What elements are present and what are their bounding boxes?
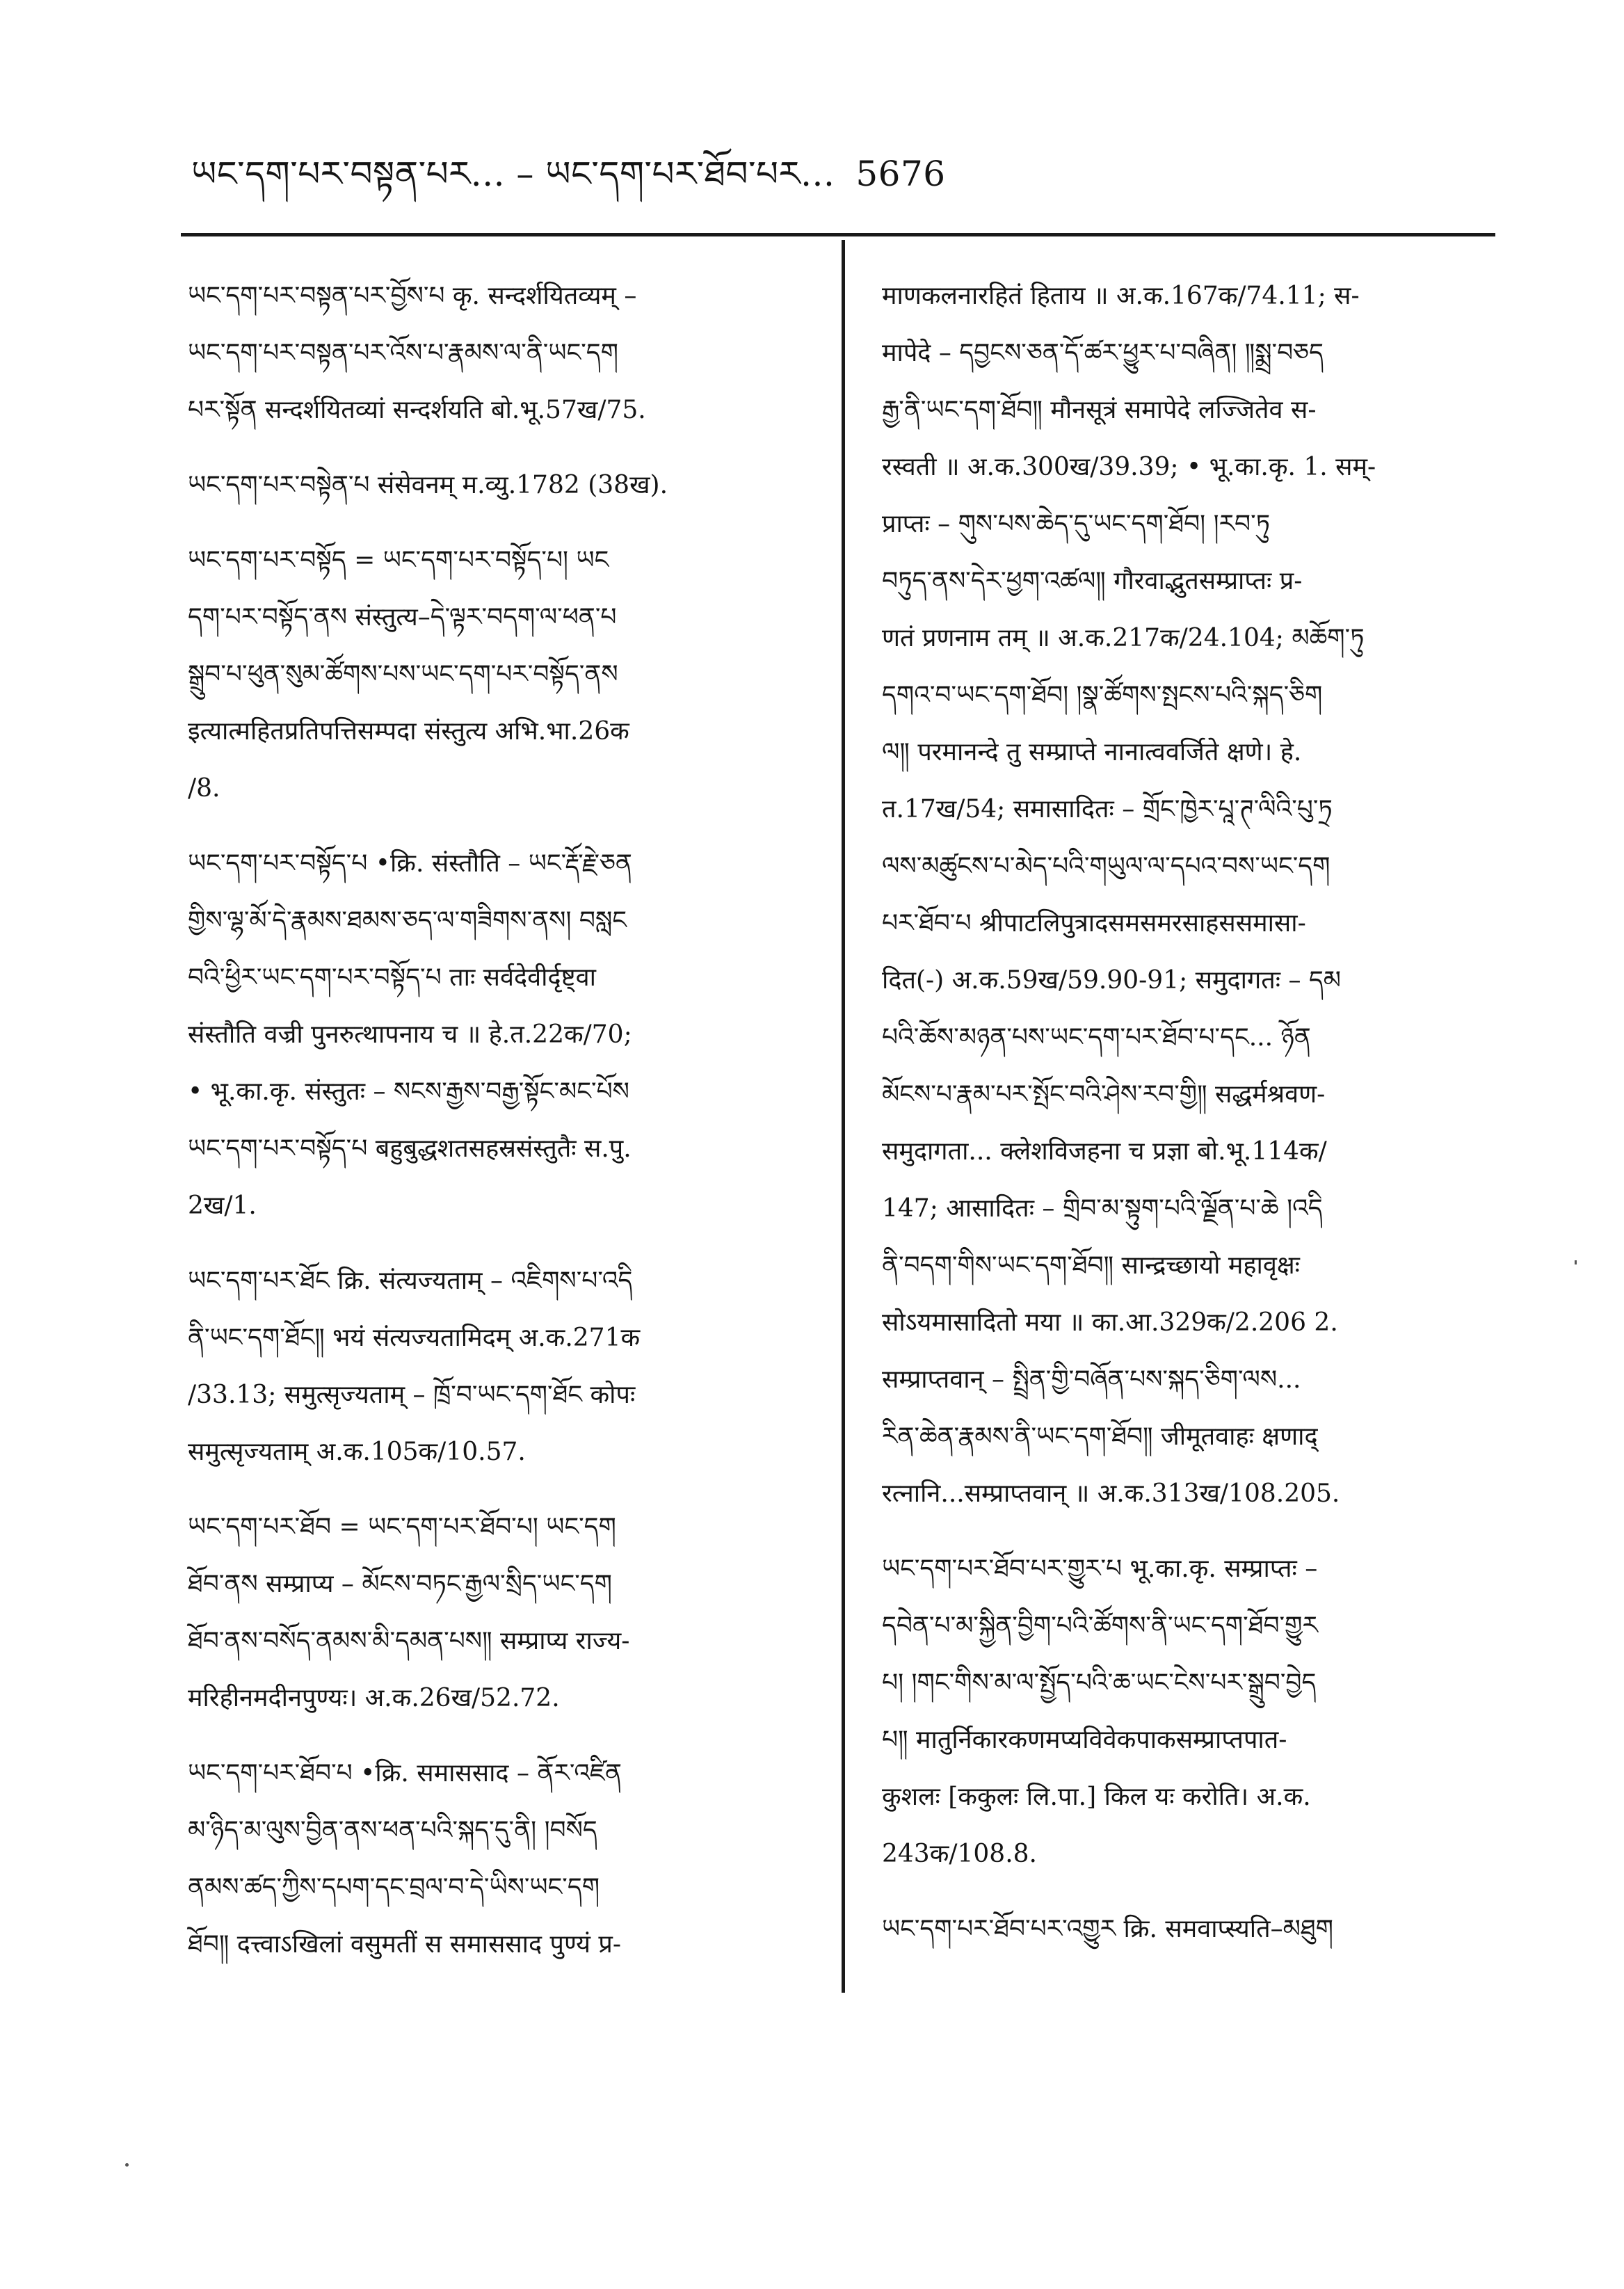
entry-line: सोऽयमासादितो मया ॥ का.आ.329क/2.206 2. [882,1308,1338,1337]
entry-line: པ། །གང་གིས་མ་ལ་སྤྱོད་པའི་ཆ་ཡང་ངེས་པར་སྒྲུབ་བྱེད [882,1669,1317,1697]
header-rule [181,233,1495,236]
entry-line: ཡང་དག་པར་ཐོབ = ཡང་དག་པར་ཐོབ་པ། ཡང་དག [188,1513,616,1541]
entry-line: णतं प्रणनाम तम् ॥ अ.क.217क/24.104; མཆོག་ཏུ [882,624,1365,652]
dictionary-entry [882,1541,1497,1883]
entry-line: སྒྲུབ་པ་ཕུན་སུམ་ཚོགས་པས་ཡང་དག་པར་བསྟོད་ནས [188,660,618,689]
left-column [188,268,821,1991]
entry-line: ཡང་དག་པར་བསྟོད་པ बहुबुद्धशतसहस्रसंस्तुतैः स.पु. [188,1134,632,1163]
entry-line: བཏུད་ནས་དེར་ཕྱག་འཚལ༎ गौरवाद्भुतसम्प्राप्तः प्र- [882,567,1303,595]
entry-line: ནི་བདག་གིས་ཡང་དག་ཐོབ༎ सान्द्रच्छायो महावृक्षः [882,1251,1300,1280]
entry-line: མོངས་པ་རྣམ་པར་སྤོང་བའི་ཤེས་རབ་གྱི༎ सद्धर्मश्रवण- [882,1080,1326,1109]
entry-line: པའི་ཆོས་མཉན་པས་ཡང་དག་པར་ཐོབ་པ་དང... ཉོན [882,1023,1311,1052]
entry-line: ཡང་དག་པར་ཐོབ་པ •क्रि. समाससाद – ནོར་འཛིན [188,1759,622,1788]
entry-line: ཡང་དག་པར་བསྟན་པར་བྱོས་པ कृ. सन्दर्शयितव्यम् – [188,282,637,310]
right-column [882,268,1497,1976]
entry-line: ཡང་དག་པར་ཐོང क्रि. संत्यज्यताम् – འཇིགས་པ་འདི [188,1267,633,1295]
entry-line: པ༎ मातुर्निकारकणमप्यविवेकपाकसम्प्राप्तपात- [882,1726,1287,1754]
entry-line: /8. [188,774,220,803]
entry-line: रस्वती ॥ अ.क.300ख/39.39; • भू.का.कृ. 1. सम्- [882,453,1376,481]
entry-line: त.17ख/54; समासादितः – གྲོང་ཁྱེར་པཱ་ཊ་ལིའི་པུ་ཏྲ [882,795,1333,824]
column-divider [842,240,845,1993]
dictionary-entry [188,532,821,817]
dictionary-entry [188,1745,821,1973]
page-number: 5676 [855,154,946,194]
entry-line: मापेदे – དབྱངས་ཅན་དོ་ཚར་ཕྱུར་པ་བཞིན། ༎སྨྲ་བཅད [882,339,1324,367]
entry-line: ཡང་དག་པར་ཐོབ་པར་འགྱུར क्रि. समवाप्स्यति–མཐུག [882,1915,1333,1943]
entry-line: མ་ཉིད་མ་ལུས་བྱིན་ནས་ཕན་པའི་སྐད་དུ་ནི། །བསོད [188,1816,597,1845]
entry-line: 2ख/1. [188,1191,257,1220]
entry-line: ཡང་དག་པར་བསྟན་པར་འོས་པ་རྣམས་ལ་ནི་ཡང་དག [188,339,618,367]
dictionary-entry [188,1499,821,1727]
dictionary-entry [882,1901,1497,1958]
dictionary-entry [188,835,821,1235]
entry-line: मरिहीनमदीनपुण्यः। अ.क.26ख/52.72. [188,1684,560,1712]
running-title: ཡང་དག་པར་བསྟན་པར... – ཡང་དག་པར་ཐོབ་པར... [191,154,835,194]
scan-speck-bottom [125,2163,129,2167]
entry-line: དབེན་པ་མ་སྐྱིན་བྱིག་པའི་ཚོགས་ནི་ཡང་དག་ཐོབ་གྱུར [882,1612,1318,1640]
entry-line: གྱིས་ལྷ་མོ་དེ་རྣམས་ཐམས་ཅད་ལ་གཟིགས་ནས། བསླང [188,906,627,935]
entry-line: རིན་ཆེན་རྣམས་ནི་ཡང་དག་ཐོབ༎ जीमूतवाहः क्षणाद् [882,1422,1318,1451]
entry-line: དགའ་བ་ཡང་དག་ཐོབ། །སྣ་ཚོགས་སྤངས་པའི་སྐད་ཅིག [882,681,1323,709]
entry-line: • भू.का.कृ. संस्तुतः – སངས་རྒྱས་བརྒྱ་སྟོང་མང་པོས [188,1077,629,1106]
entry-line: समुदागता... क्लेशविजहना च प्रज्ञा बो.भू.114क/ [882,1137,1327,1166]
entry-line: रत्नानि...सम्प्राप्तवान् ॥ अ.क.313ख/108.205. [882,1479,1340,1508]
entry-line: ཡང་དག་པར་ཐོབ་པར་གྱུར་པ भू.का.कृ. सम्प्राप्तः – [882,1555,1318,1583]
entry-line: ཐོབ་ནས सम्प्राप्य – མོངས་བཏང་རྒྱལ་སྲིད་ཡང་དག [188,1570,612,1598]
entry-line: པར་ཐོབ་པ श्रीपाटलिपुत्रादसमसमरसाहससमासा- [882,909,1306,938]
entry-line: ནམས་ཚད་ཀྱིས་དཔག་དང་བྲལ་བ་དེ་ཡིས་ཡང་དག [188,1873,600,1902]
entry-line: माणकलनारहितं हिताय ॥ अ.क.167क/74.11; स- [882,282,1360,310]
entry-line: ཡང་དག་པར་བསྟོད་པ •क्रि. संस्तौति – ཡང་རྡོ་རྗེ་ཅན [188,849,632,878]
page-header [191,136,946,233]
entry-line: རྒྱ་ནི་ཡང་དག་ཐོབ༎ मौनसूत्रं समापेदे लज्जितेव स- [882,396,1317,424]
dictionary-entry [188,268,821,439]
entry-line: प्राप्तः – གུས་པས་ཆེད་དུ་ཡང་དག་ཐོབ། །རབ་ཏུ [882,510,1271,538]
entry-line: ཡང་དག་པར་བསྟོད = ཡང་དག་པར་བསྟོད་པ། ཡང [188,546,609,575]
entry-line: 243क/108.8. [882,1840,1037,1868]
entry-line: ཐོབ༎ दत्त्वाऽखिलां वसुमतीं स समाससाद पुण्यं प्र- [188,1930,622,1959]
entry-line: བའི་ཕྱིར་ཡང་དག་པར་བསྟོད་པ ताः सर्वदेवीर्दृष्ट्वा [188,963,596,992]
dictionary-entry [188,457,821,514]
entry-line: दित(-) अ.क.59ख/59.90-91; समुदागतः – དམ [882,966,1342,995]
entry-line: कुशलः [ककुलः लि.पा.] किल यः करोति। अ.क. [882,1783,1311,1811]
entry-line: ཐོབ་ནས་བསོད་ནམས་མི་དམན་པས༎ सम्प्राप्य राज्य- [188,1627,630,1655]
entry-line: དག་པར་བསྟོད་ནས संस्तुत्य–དེ་ལྟར་བདག་ལ་ཕན་པ [188,603,617,632]
entry-line: ནི་ཡང་དག་ཐོང༎ भयं संत्यज्यतामिदम् अ.क.271क [188,1324,641,1352]
dictionary-entry [882,268,1497,1523]
entry-line: ཡང་དག་པར་བསྟེན་པ संसेवनम् म.व्यु.1782 (38ख). [188,471,668,499]
entry-line: པར་སྟོན सन्दर्शयितव्यां सन्दर्शयति बो.भू.57ख/75. [188,396,646,424]
entry-line: /33.13; समुत्सृज्यताम् – ཁྲོ་བ་ཡང་དག་ཐོང कोपः [188,1381,636,1409]
entry-line: सम्प्राप्तवान् – སྤྲིན་གྱི་བཞོན་པས་སྐད་ཅིག་ལས... [882,1365,1301,1394]
entry-line: 147; आसादितः – གྲིབ་མ་སྟུག་པའི་ལྗོན་པ་ཆེ །འདི [882,1194,1323,1223]
entry-line: समुत्सृज्यताम् अ.क.105क/10.57. [188,1438,526,1466]
entry-line: ལ༎ परमानन्दे तु सम्प्राप्ते नानात्ववर्जिते क्षणे। हे. [882,738,1302,766]
dictionary-entry [188,1253,821,1481]
entry-line: इत्यात्महितप्रतिपत्तिसम्पदा संस्तुत्य अभि.भा.26क [188,717,629,746]
entry-line: ལས་མཚུངས་པ་མེད་པའི་གཡུལ་ལ་དཔའ་བས་ཡང་དག [882,852,1330,881]
entry-line: संस्तौति वज्री पुनरुत्थापनाय च ॥ हे.त.22क/70; [188,1020,632,1049]
scan-speck-right [1575,1260,1577,1264]
